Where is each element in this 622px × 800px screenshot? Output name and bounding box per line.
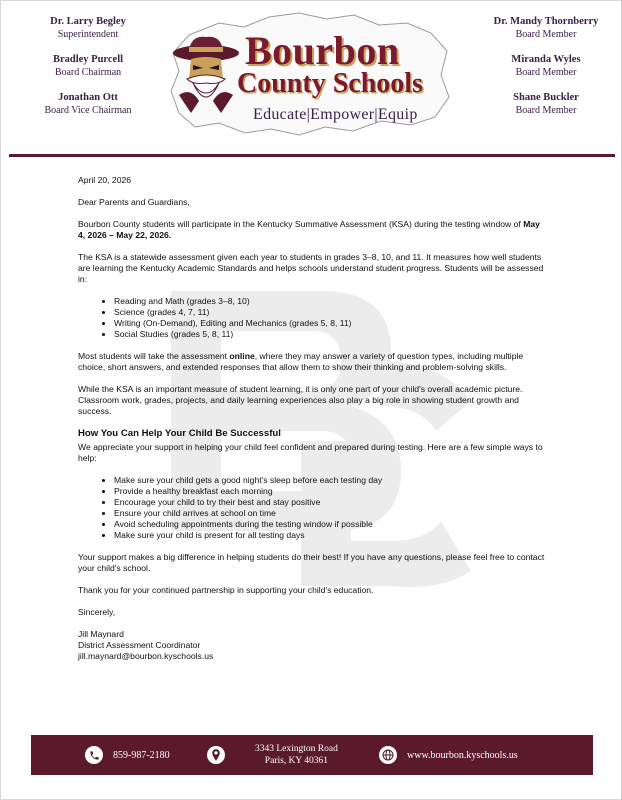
website-link: www.bourbon.kyschools.us xyxy=(407,749,518,761)
list-item: • Writing (On-Demand), Editing and Mechanics (grades 5, 8, 11) xyxy=(114,318,548,329)
list-item: • Make sure your child gets a good night's sleep before each testing day xyxy=(114,475,548,486)
official xyxy=(13,15,163,41)
letter-salutation: Dear Parents and Guardians, xyxy=(78,197,190,207)
official-role: Board Vice Chairman xyxy=(44,105,132,116)
academic-picture-paragraph: While the KSA is an important measure of student learning, it is only one part of your child's overall academic picture. Classroom work, grades, projects, and daily learning experiences also play a big role in showing student growth and success. xyxy=(78,384,523,416)
official-role: Board Member xyxy=(515,67,577,78)
location-pin-icon xyxy=(207,746,225,764)
signer-title: District Assessment Coordinator xyxy=(78,640,201,650)
ksa-description-paragraph: The KSA is a statewide assessment given each year to students in grades 3–8, 10, and 11. It measures how well students are learning the Kentucky Academic Standards and helps schools understand student progress. Students will be assessed in: xyxy=(78,252,544,284)
support-paragraph: Your support makes a big difference in helping students do their best! If you have any questions, please feel free to contact your child's school. xyxy=(78,552,545,573)
list-item: • Provide a healthy breakfast each morning xyxy=(114,486,548,497)
official xyxy=(471,15,621,41)
online-emphasis: online xyxy=(229,351,255,361)
logo-tagline: Educate|Empower|Equip xyxy=(253,106,418,123)
official-name: Shane Buckler xyxy=(513,92,579,103)
footer-address xyxy=(207,735,338,775)
logo-subtitle: County Schools xyxy=(237,68,423,99)
address-line: 3343 Lexington Road xyxy=(255,744,338,754)
colonel-mascot-icon xyxy=(171,35,241,115)
paragraph-text: Bourbon County students will participate in the Kentucky Summative Assessment (KSA) during the testing window of xyxy=(78,219,524,229)
section-heading: How You Can Help Your Child Be Successful xyxy=(78,428,281,439)
signature-block xyxy=(78,629,548,662)
header-left-officials xyxy=(13,15,163,129)
tips-list xyxy=(78,475,548,541)
paragraph-text: , where they may answer a variety of question types, including multiple choice, short answers, and extended responses that allow them to show their thinking and problem-solving skills. xyxy=(78,351,524,372)
official xyxy=(471,53,621,79)
testing-window-paragraph xyxy=(78,219,548,241)
list-item: • Ensure your child arrives at school on time xyxy=(114,508,548,519)
official-role: Superintendent xyxy=(57,29,119,40)
globe-icon xyxy=(379,746,397,764)
header-right-officials xyxy=(471,15,621,129)
list-item: • Avoid scheduling appointments during the testing window if possible xyxy=(114,519,548,530)
official-name: Jonathan Ott xyxy=(58,92,118,103)
footer-phone[interactable] xyxy=(85,735,170,775)
subjects-list xyxy=(78,296,548,340)
header-divider xyxy=(9,154,615,157)
phone-icon xyxy=(85,746,103,764)
letter-date: April 20, 2026 xyxy=(78,175,132,185)
list-item: • Reading and Math (grades 3–8, 10) xyxy=(114,296,548,307)
contact-footer xyxy=(31,735,593,775)
footer-website[interactable] xyxy=(379,735,518,775)
letter-body xyxy=(78,175,548,662)
thanks-paragraph: Thank you for your continued partnership in supporting your child's education. xyxy=(78,585,374,595)
signer-email[interactable]: jill.maynard@bourbon.kyschools.us xyxy=(78,651,214,661)
online-paragraph xyxy=(78,351,548,373)
official-name: Bradley Purcell xyxy=(52,54,124,65)
official-role: Board Member xyxy=(515,29,577,40)
address-line: Paris, KY 40361 xyxy=(264,756,329,766)
list-item: • Social Studies (grades 5, 8, 11) xyxy=(114,329,548,340)
district-logo xyxy=(149,5,467,145)
paragraph-text: Most students will take the assessment xyxy=(78,351,230,361)
testing-dates: May 4, 2026 – May 22, 2026. xyxy=(78,219,540,240)
official-role: Board Chairman xyxy=(54,67,122,78)
phone-number: 859-987-2180 xyxy=(113,749,170,761)
street-address xyxy=(255,743,338,767)
list-item: • Make sure your child is present for all testing days xyxy=(114,530,548,541)
letter-closing: Sincerely, xyxy=(78,607,116,617)
official-name: Dr. Mandy Thornberry xyxy=(493,16,599,27)
official-name: Dr. Larry Begley xyxy=(50,16,126,27)
official xyxy=(471,91,621,117)
logo-title: Bourbon xyxy=(245,28,400,73)
official xyxy=(13,53,163,79)
signer-name: Jill Maynard xyxy=(78,629,124,639)
official xyxy=(13,91,163,117)
list-item: • Science (grades 4, 7, 11) xyxy=(114,307,548,318)
official-name: Miranda Wyles xyxy=(511,54,581,65)
support-intro-paragraph: We appreciate your support in helping your child feel confident and prepared during testing. Here are a few simple ways to help: xyxy=(78,442,543,463)
list-item: • Encourage your child to try their best and stay positive xyxy=(114,497,548,508)
official-role: Board Member xyxy=(515,105,577,116)
